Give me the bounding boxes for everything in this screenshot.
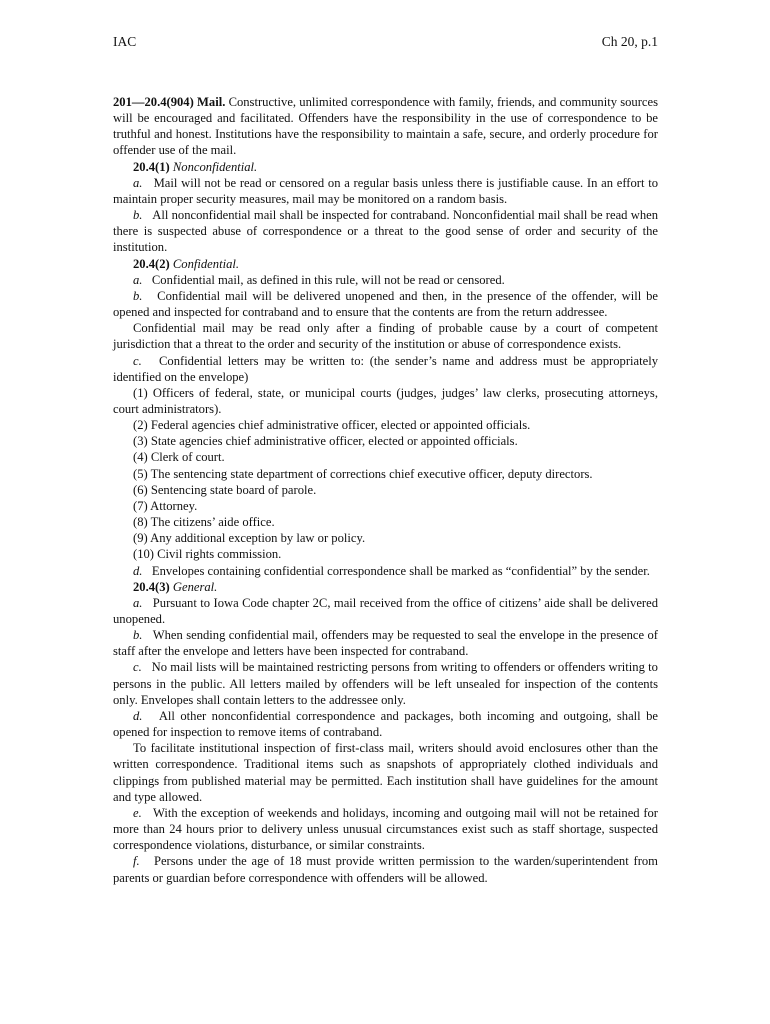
paragraph-label: c. (133, 660, 142, 675)
paragraph (113, 595, 658, 627)
paragraph-text: All other nonconfidential correspondence and packages, both incoming and outgoing, shall be opened for inspection to remove items of contraband. (113, 708, 658, 740)
paragraph-text: No mail lists will be maintained restricting persons from writing to offenders or offenders writing to persons in the public. All letters mailed by offenders will be left unsealed for inspection of the contents only. Envelopes shall contain letters to the addressee only. (113, 660, 658, 707)
list-item: (5) The sentencing state department of corrections chief executive officer, deputy directors. (133, 466, 593, 481)
paragraph-label: e. (133, 805, 142, 820)
paragraph-label: f. (133, 854, 140, 869)
header-code: IAC (113, 34, 137, 49)
paragraph (113, 708, 658, 740)
rule-title: Mail. (197, 95, 226, 109)
paragraph-label: d. (133, 563, 143, 578)
header-page: Ch 20, p.1 (601, 34, 658, 49)
subrule-number: 20.4(3) (133, 579, 170, 594)
paragraph-text: With the exception of weekends and holidays, incoming and outgoing mail will not be retained for more than 24 hours prior to delivery unless unusual circumstances exist such as staff shortage, suspected correspondence violations, disturbance, or similar constraints. (113, 805, 659, 853)
paragraph-continuation: Confidential mail may be read only after a finding of probable cause by a court of competent jurisdiction that a threat to the order and security of the institution or abuse of correspondence exists. (113, 321, 658, 352)
list-item: (3) State agencies chief administrative officer, elected or appointed officials. (133, 434, 518, 449)
subrule-number: 20.4(2) (133, 256, 170, 271)
paragraph-label: b. (133, 288, 143, 303)
subrule-title: Confidential. (172, 256, 240, 271)
subrule-heading (113, 159, 658, 175)
list-item: (10) Civil rights commission. (133, 547, 282, 562)
paragraph-text: Confidential mail will be delivered unopened and then, in the presence of the offender, will be opened and inspected for contraband and to ensure that the contents are from the return addressee. (113, 288, 658, 320)
paragraph (113, 207, 658, 255)
paragraph-text: Pursuant to Iowa Code chapter 2C, mail received from the office of citizens’ aide shall be delivered unopened. (113, 595, 658, 626)
subrule-number: 20.4(1) (133, 159, 170, 174)
subrule-heading (113, 579, 658, 595)
list-item: (9) Any additional exception by law or policy. (133, 531, 366, 546)
rule-number: 201—20.4(904) (113, 95, 194, 109)
paragraph-text: Confidential mail, as defined in this rule, will not be read or censored. (151, 272, 505, 287)
subrule-heading (113, 256, 658, 272)
paragraph-text: Confidential letters may be written to: (the sender’s name and address must be appropriately identified on the envelope) (113, 353, 659, 384)
paragraph-text: When sending confidential mail, offenders may be requested to seal the envelope in the presence of staff after the envelope and letters have been inspected for contraband. (113, 628, 658, 659)
paragraph-label: d. (133, 708, 143, 723)
document-body (113, 94, 658, 886)
list-item: (7) Attorney. (133, 498, 198, 513)
paragraph (113, 272, 658, 288)
paragraph (113, 353, 658, 385)
list-item: (6) Sentencing state board of parole. (133, 482, 317, 497)
subrule-title: Nonconfidential. (172, 159, 258, 174)
paragraph-text: Envelopes containing confidential correspondence shall be marked as “confidential” by the sender. (151, 563, 650, 578)
paragraph-label: a. (133, 272, 143, 287)
rule-intro-text: Constructive, unlimited correspondence with family, friends, and community sources will be encouraged and facilitated. Offenders have the responsibility in the use of correspondence to be truthful and honest. Institutions have the responsibility to maintain a safe, secure, and orderly procedure for offender use of the mail. (113, 95, 658, 158)
paragraph (113, 288, 658, 320)
paragraph (113, 853, 658, 885)
paragraph (113, 805, 658, 853)
paragraph-continuation: To facilitate institutional inspection of first-class mail, writers should avoid enclosures other than the written correspondence. Traditional items such as snapshots of appropriately clothed individuals and clippings from published material may be permitted. Each institution shall have guidelines for the amount and type allowed. (113, 741, 658, 804)
page-header (113, 34, 658, 54)
paragraph-text: All nonconfidential mail shall be inspected for contraband. Nonconfidential mail shall be read when there is suspected abuse of correspondence or a threat to the good sense of order and security of the institution. (113, 208, 659, 255)
list-item: (2) Federal agencies chief administrative officer, elected or appointed officials. (133, 418, 531, 433)
paragraph-label: b. (133, 208, 143, 223)
paragraph-label: a. (133, 175, 143, 190)
paragraph (113, 563, 658, 579)
paragraph (113, 627, 658, 659)
paragraph-label: c. (133, 353, 142, 368)
paragraph-text: Mail will not be read or censored on a regular basis unless there is justifiable cause. In an effort to maintain proper security measures, mail may be monitored on a random basis. (113, 175, 658, 206)
list-item: (1) Officers of federal, state, or municipal courts (judges, judges’ law clerks, prosecuting attorneys, court administrators). (113, 385, 658, 416)
paragraph-label: b. (133, 628, 143, 643)
list-item: (8) The citizens’ aide office. (133, 515, 275, 530)
paragraph-text: Persons under the age of 18 must provide written permission to the warden/superintendent from parents or guardian before correspondence with offenders will be allowed. (113, 854, 658, 885)
list-item: (4) Clerk of court. (133, 450, 225, 465)
rule-intro (113, 94, 658, 159)
paragraph (113, 175, 658, 207)
paragraph (113, 659, 658, 707)
subrule-title: General. (172, 579, 218, 594)
paragraph-label: a. (133, 595, 143, 610)
